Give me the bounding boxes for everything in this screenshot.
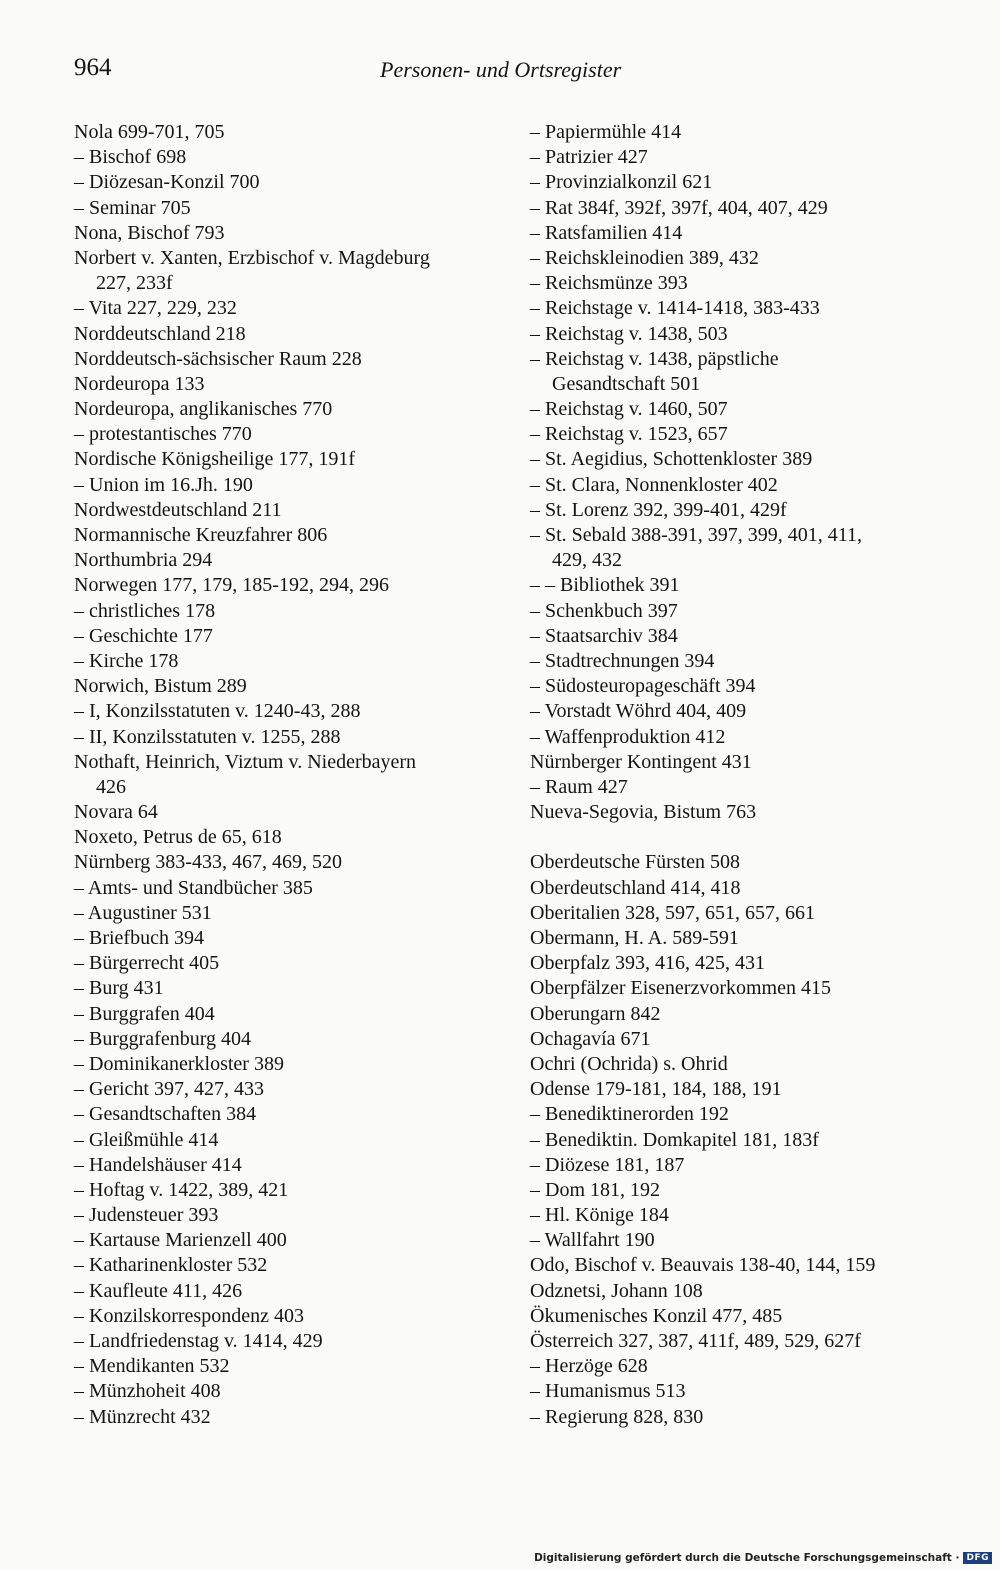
- index-entry: Oberdeutsche Fürsten 508: [530, 851, 740, 874]
- page-number: 964: [74, 54, 112, 81]
- index-entry: – Seminar 705: [74, 196, 191, 219]
- index-entry: – Handelshäuser 414: [74, 1153, 242, 1176]
- index-entry: – Reichstag v. 1438, päpstliche: [530, 347, 779, 370]
- index-entry: – Gesandtschaften 384: [74, 1103, 257, 1126]
- index-entry: – Raum 427: [530, 775, 628, 798]
- index-entry: Nordwestdeutschland 211: [74, 498, 282, 521]
- index-entry: Nueva-Segovia, Bistum 763: [530, 801, 757, 824]
- index-entry: – Hoftag v. 1422, 389, 421: [74, 1178, 289, 1201]
- index-entry: – Geschichte 177: [74, 624, 213, 647]
- index-entry: – Reichsmünze 393: [530, 272, 688, 295]
- index-entry: – – Bibliothek 391: [530, 574, 680, 597]
- running-head: Personen- und Ortsregister: [380, 57, 622, 82]
- index-entry: Nona, Bischof 793: [74, 221, 225, 244]
- index-entry: – St. Clara, Nonnenkloster 402: [530, 473, 778, 496]
- index-entry: – I, Konzilsstatuten v. 1240-43, 288: [74, 700, 361, 723]
- index-entry: – Wallfahrt 190: [530, 1229, 655, 1252]
- index-entry: – protestantisches 770: [74, 423, 252, 446]
- index-entry: 429, 432: [552, 549, 622, 572]
- index-entry: Nola 699-701, 705: [74, 121, 225, 143]
- index-entry: – Münzrecht 432: [74, 1405, 211, 1428]
- dfg-logo: DFG: [963, 1552, 992, 1564]
- index-entry: – Kartause Marienzell 400: [74, 1229, 287, 1252]
- index-entry: – Benediktinerorden 192: [530, 1103, 729, 1126]
- index-entry: – Burg 431: [74, 977, 164, 1000]
- index-entry: – Bürgerrecht 405: [74, 952, 220, 975]
- index-entry: – St. Sebald 388-391, 397, 399, 401, 411,: [530, 524, 863, 546]
- index-entry: Noxeto, Petrus de 65, 618: [74, 826, 282, 849]
- index-entry: – Reichstag v. 1438, 503: [530, 322, 728, 345]
- index-entry: – Gleißmühle 414: [74, 1128, 219, 1151]
- index-entry: Norbert v. Xanten, Erzbischof v. Magdeburg: [74, 246, 430, 269]
- index-entry: – Gericht 397, 427, 433: [74, 1078, 264, 1101]
- index-entry: – Dom 181, 192: [530, 1178, 660, 1201]
- index-entry: – Reichstage v. 1414-1418, 383-433: [530, 297, 820, 320]
- index-entry: – Herzöge 628: [530, 1355, 648, 1378]
- index-entry: – Papiermühle 414: [530, 121, 682, 143]
- index-entry: – Bischof 698: [74, 146, 187, 169]
- index-column-left: [74, 120, 504, 1430]
- index-entry: Nordeuropa, anglikanisches 770: [74, 398, 333, 421]
- index-entry: – Regierung 828, 830: [530, 1405, 704, 1428]
- index-entry: Nürnberg 383-433, 467, 469, 520: [74, 851, 342, 874]
- index-entry: – Reichstag v. 1460, 507: [530, 398, 728, 421]
- index-entry: – Schenkbuch 397: [530, 599, 678, 622]
- index-entry: Obermann, H. A. 589-591: [530, 927, 739, 949]
- index-entry: – christliches 178: [74, 599, 216, 622]
- index-entry: – Diözese 181, 187: [530, 1153, 685, 1176]
- index-entry: – Mendikanten 532: [74, 1355, 230, 1378]
- index-entry: – Burggrafen 404: [74, 1002, 215, 1025]
- index-entry: – Augustiner 531: [74, 901, 212, 924]
- index-entry: Oberungarn 842: [530, 1002, 661, 1025]
- index-entry: Oberdeutschland 414, 418: [530, 876, 741, 899]
- index-entry: – Diözesan-Konzil 700: [74, 171, 260, 194]
- index-entry: Österreich 327, 387, 411f, 489, 529, 627f: [530, 1330, 861, 1352]
- index-entry: Norwich, Bistum 289: [74, 675, 247, 698]
- index-entry: – Staatsarchiv 384: [530, 624, 678, 647]
- index-entry: – Kaufleute 411, 426: [74, 1279, 243, 1302]
- index-entry: – Vorstadt Wöhrd 404, 409: [530, 700, 747, 723]
- index-entry: Nürnberger Kontingent 431: [530, 750, 752, 773]
- index-entry: Gesandtschaft 501: [552, 372, 701, 395]
- index-entry: – Vita 227, 229, 232: [74, 297, 237, 320]
- index-entry: Odznetsi, Johann 108: [530, 1279, 703, 1302]
- index-entry: – Patrizier 427: [530, 146, 648, 169]
- index-entry: Ökumenisches Konzil 477, 485: [530, 1304, 783, 1327]
- section-gap: [530, 825, 950, 850]
- index-entry: Novara 64: [74, 801, 158, 824]
- index-column-right: [530, 120, 950, 1430]
- footer-credit: [534, 1552, 992, 1564]
- index-entry: – Briefbuch 394: [74, 927, 204, 949]
- index-entry: – Amts- und Standbücher 385: [74, 876, 313, 899]
- index-entry: – Judensteuer 393: [74, 1204, 219, 1227]
- index-entry: Ochagavía 671: [530, 1027, 651, 1050]
- index-entry: – St. Aegidius, Schottenkloster 389: [530, 448, 813, 471]
- footer-credit-text: Digitalisierung gefördert durch die Deutsche Forschungsgemeinschaft ·: [534, 1552, 960, 1564]
- index-entry: – Reichskleinodien 389, 432: [530, 246, 759, 269]
- index-entry: – Dominikanerkloster 389: [74, 1052, 284, 1075]
- index-entry: – Benediktin. Domkapitel 181, 183f: [530, 1128, 819, 1151]
- index-entry: – Provinzialkonzil 621: [530, 171, 713, 194]
- index-entry: Norddeutsch-sächsischer Raum 228: [74, 347, 362, 370]
- index-entry: – Konzilskorrespondenz 403: [74, 1304, 304, 1327]
- index-entry: Normannische Kreuzfahrer 806: [74, 524, 328, 546]
- index-entry: – Union im 16.Jh. 190: [74, 473, 253, 496]
- index-entry: – Stadtrechnungen 394: [530, 649, 715, 672]
- index-entry: – Katharinenkloster 532: [74, 1254, 268, 1277]
- index-entry: – Landfriedenstag v. 1414, 429: [74, 1330, 323, 1352]
- index-entry: – St. Lorenz 392, 399-401, 429f: [530, 498, 787, 521]
- index-entry: – Waffenproduktion 412: [530, 725, 726, 748]
- index-entry: Oberpfälzer Eisenerzvorkommen 415: [530, 977, 831, 1000]
- index-entry: 426: [96, 775, 126, 798]
- index-entry: Oberitalien 328, 597, 651, 657, 661: [530, 901, 815, 924]
- index-entry: – Hl. Könige 184: [530, 1204, 669, 1227]
- index-entry: – Münzhoheit 408: [74, 1380, 221, 1403]
- index-entry: Northumbria 294: [74, 549, 213, 572]
- index-entry: 227, 233f: [96, 272, 173, 295]
- index-entry: Ochri (Ochrida) s. Ohrid: [530, 1052, 728, 1075]
- index-entry: Odense 179-181, 184, 188, 191: [530, 1078, 782, 1101]
- index-entry: Norddeutschland 218: [74, 322, 246, 345]
- index-entry: – Reichstag v. 1523, 657: [530, 423, 728, 446]
- index-entry: – Rat 384f, 392f, 397f, 404, 407, 429: [530, 196, 828, 219]
- index-entry: – Ratsfamilien 414: [530, 221, 683, 244]
- index-entry: Nothaft, Heinrich, Viztum v. Niederbayern: [74, 750, 417, 773]
- index-entry: – Humanismus 513: [530, 1380, 686, 1403]
- index-entry: – Südosteuropageschäft 394: [530, 675, 756, 698]
- index-entry: Odo, Bischof v. Beauvais 138-40, 144, 159: [530, 1254, 876, 1277]
- index-entry: Nordeuropa 133: [74, 372, 205, 395]
- index-entry: Norwegen 177, 179, 185-192, 294, 296: [74, 574, 389, 597]
- index-entry: Oberpfalz 393, 416, 425, 431: [530, 952, 765, 975]
- index-entry: – Burggrafenburg 404: [74, 1027, 252, 1050]
- index-entry: Nordische Königsheilige 177, 191f: [74, 448, 356, 471]
- index-entry: – II, Konzilsstatuten v. 1255, 288: [74, 725, 341, 748]
- index-entry: – Kirche 178: [74, 649, 179, 672]
